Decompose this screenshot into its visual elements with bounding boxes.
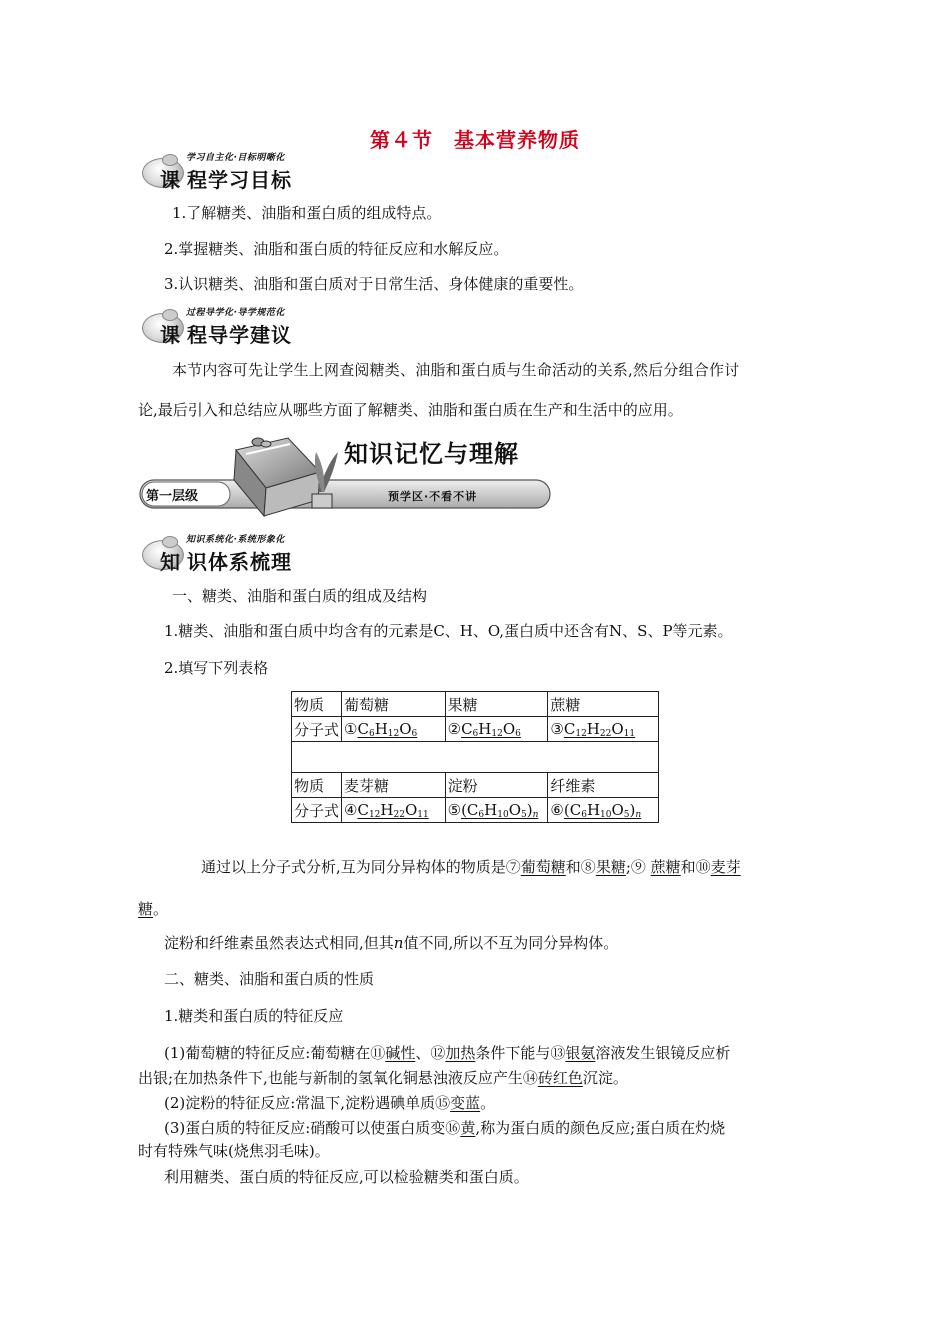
table-cell: $⑤(C_6H_{10}O_5)_n$ (445, 798, 548, 823)
section-title: 课 程学习目标 (160, 168, 292, 192)
formula: $C_6H_{12}O_6$ (461, 719, 521, 739)
goal-2: 2.掌握糖类、油脂和蛋白质的特征反应和水解反应。 (164, 240, 509, 258)
table-cell: 蔗糖 (548, 692, 659, 717)
table-cell: $④C_{12}H_{22}O_{11}$ (342, 798, 446, 823)
banner-main-title: 知识记忆与理解 (344, 440, 519, 468)
table-cell-empty (292, 742, 659, 773)
table-cell: $⑥(C_6H_{10}O_5)_n$ (548, 798, 659, 823)
table-cell: 葡萄糖 (342, 692, 446, 717)
protein-line-1: (3)蛋白质的特征反应:硝酸可以使蛋白质变⑯黄,称为蛋白质的颜色反应;蛋白质在灼烧 (164, 1119, 726, 1137)
protein-line-2: 时有特殊气味(烧焦羽毛味)。 (138, 1142, 330, 1160)
table-cell: $②C_6H_{12}O_6$ (445, 717, 548, 742)
glucose-line-1: (1)葡萄糖的特征反应:葡萄糖在⑪碱性、⑫加热条件下能与⑬银氨溶液发生银镜反应析 (164, 1044, 731, 1062)
table-row (292, 773, 659, 798)
part2-item1: 1.糖类和蛋白质的特征反应 (164, 1007, 344, 1025)
part1-item2: 2.填写下列表格 (164, 659, 269, 677)
table-row (292, 717, 659, 742)
table-cell: $①C_6H_{12}O_6$ (342, 717, 446, 742)
section-title: 课 程导学建议 (160, 323, 292, 347)
banner-level-label: 第一层级 (146, 489, 199, 504)
table-cell: 分子式 (292, 798, 342, 823)
guide-paragraph-line-1: 本节内容可先让学生上网查阅糖类、油脂和蛋白质与生命活动的关系,然后分组合作讨 (172, 361, 740, 379)
butterfly-icon (252, 438, 271, 447)
part1-heading: 一、糖类、油脂和蛋白质的组成及结构 (172, 587, 428, 605)
table-row (292, 742, 659, 773)
table-cell: 物质 (292, 692, 342, 717)
part1-item1: 1.糖类、油脂和蛋白质中均含有的元素是C、H、O,蛋白质中还含有N、S、P等元素。 (164, 622, 733, 640)
formula-table (291, 691, 659, 823)
guide-paragraph-line-2: 论,最后引入和总结应从哪些方面了解糖类、油脂和蛋白质在生产和生活中的应用。 (138, 401, 683, 419)
section-header-learning-goals (140, 150, 400, 190)
table-cell: 淀粉 (445, 773, 548, 798)
part2-heading: 二、糖类、油脂和蛋白质的性质 (164, 970, 375, 988)
section-header-knowledge-system (140, 532, 400, 572)
table-cell: $③C_{12}H_{22}O_{11}$ (548, 717, 659, 742)
formula: $(C_6H_{10}O_5)_n$ (563, 800, 642, 820)
analysis-line-1: 通过以上分子式分析,互为同分异构体的物质是⑦葡萄糖和⑧果糖;⑨ 蔗糖和⑩麦芽 (201, 858, 741, 876)
page-title: 第４节 基本营养物质 (370, 128, 580, 152)
table-cell: 纤维素 (548, 773, 659, 798)
analysis-line-2: 糖。 (138, 900, 169, 918)
table-row (292, 692, 659, 717)
goal-3: 3.认识糖类、油脂和蛋白质对于日常生活、身体健康的重要性。 (164, 275, 584, 293)
section-subtitle: 过程导学化·导学规范化 (186, 308, 285, 318)
section-header-guide (140, 305, 400, 345)
level-banner (138, 432, 552, 522)
table-row (292, 798, 659, 823)
glucose-line-2: 出银;在加热条件下,也能与新制的氢氧化铜悬浊液反应产生⑭砖红色沉淀。 (138, 1069, 628, 1087)
table-cell: 物质 (292, 773, 342, 798)
section-title: 知 识体系梳理 (160, 550, 292, 574)
goal-1: 1.了解糖类、油脂和蛋白质的组成特点。 (172, 204, 442, 222)
banner-subtitle: 预学区·不看不讲 (388, 490, 478, 503)
section-subtitle: 知识系统化·系统形象化 (186, 535, 285, 545)
table-cell: 麦芽糖 (342, 773, 446, 798)
table-cell: 果糖 (445, 692, 548, 717)
section-subtitle: 学习自主化·目标明晰化 (186, 153, 285, 163)
formula: $C_6H_{12}O_6$ (357, 719, 418, 739)
formula: $C_{12}H_{22}O_{11}$ (357, 800, 429, 820)
starch-note: 淀粉和纤维素虽然表达式相同,但其n值不同,所以不互为同分异构体。 (164, 934, 619, 952)
starch-reaction: (2)淀粉的特征反应:常温下,淀粉遇碘单质⑮变蓝。 (164, 1094, 496, 1112)
table-cell: 分子式 (292, 717, 342, 742)
formula: $(C_6H_{10}O_5)_n$ (461, 800, 539, 820)
formula: $C_{12}H_{22}O_{11}$ (563, 719, 636, 739)
conclusion: 利用糖类、蛋白质的特征反应,可以检验糖类和蛋白质。 (164, 1168, 529, 1186)
